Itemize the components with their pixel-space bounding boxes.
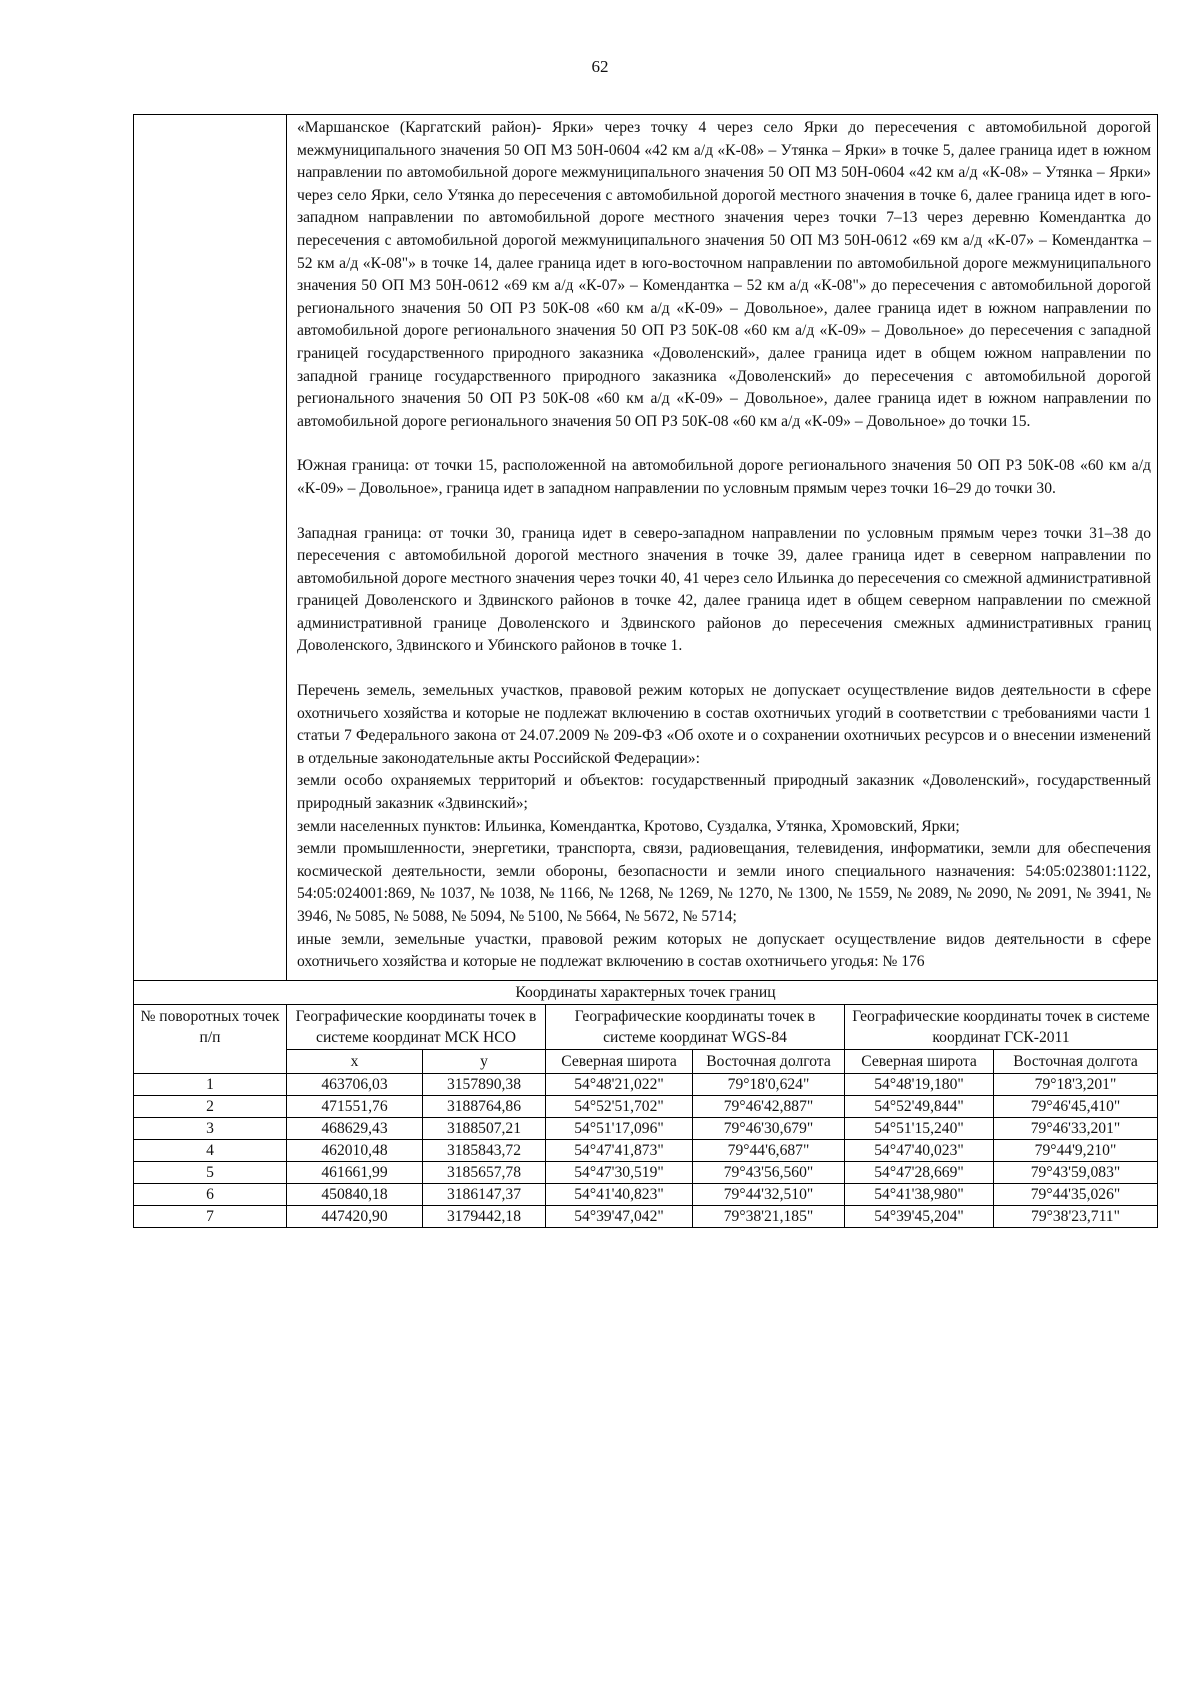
- gsk-lat-value: 54°39'45,204": [845, 1205, 994, 1227]
- gsk-lat-value: 54°51'15,240": [845, 1117, 994, 1139]
- wgs-lon-value: 79°44'6,687": [693, 1139, 845, 1161]
- wgs-lat-value: 54°41'40,823": [546, 1183, 693, 1205]
- protected-lands-paragraph: земли особо охраняемых территорий и объектов: государственный природный заказник «Доволенский», государственный природный заказник «Здвинский»;: [297, 772, 1151, 813]
- x-header: x: [287, 1049, 423, 1073]
- gsk-lat-value: 54°47'28,669": [845, 1161, 994, 1183]
- coordinates-subheader-row: [134, 1049, 1158, 1073]
- table-row: [134, 1117, 1158, 1139]
- gsk-lon-value: 79°46'33,201": [994, 1117, 1158, 1139]
- coordinates-title: Координаты характерных точек границ: [134, 980, 1158, 1004]
- other-lands-paragraph: иные земли, земельные участки, правовой режим которых не допускает осуществление видов деятельности в сфере охотничьего хозяйства и которые не подлежат включению в состав охотничьего угодья: № 176: [297, 930, 1151, 971]
- point-number: 7: [134, 1205, 287, 1227]
- settlement-lands-paragraph: земли населенных пунктов: Ильинка, Комендантка, Кротово, Суздалка, Утянка, Хромовский, Ярки;: [297, 817, 960, 835]
- y-value: 3186147,37: [423, 1183, 546, 1205]
- gsk-lon-value: 79°44'35,026": [994, 1183, 1158, 1205]
- y-value: 3185843,72: [423, 1139, 546, 1161]
- point-number: 5: [134, 1161, 287, 1183]
- wgs-lat-value: 54°47'41,873": [546, 1139, 693, 1161]
- table-row: [134, 1183, 1158, 1205]
- table-row: [134, 1073, 1158, 1095]
- wgs-lon-value: 79°38'21,185": [693, 1205, 845, 1227]
- table-row: [134, 1095, 1158, 1117]
- point-number: 3: [134, 1117, 287, 1139]
- msk-header: Географические координаты точек в системе координат МСК НСО: [287, 1004, 546, 1049]
- x-value: 461661,99: [287, 1161, 423, 1183]
- x-value: 471551,76: [287, 1095, 423, 1117]
- table-row: [134, 1205, 1158, 1227]
- wgs-lat-value: 54°51'17,096": [546, 1117, 693, 1139]
- description-row: [134, 115, 1158, 981]
- gsk-lon-value: 79°38'23,711": [994, 1205, 1158, 1227]
- coordinates-title-row: [134, 980, 1158, 1004]
- wgs-lon-value: 79°18'0,624": [693, 1073, 845, 1095]
- table-row: [134, 1139, 1158, 1161]
- wgs-lat-value: 54°39'47,042": [546, 1205, 693, 1227]
- table-row: [134, 1161, 1158, 1183]
- wgs-lon-value: 79°43'56,560": [693, 1161, 845, 1183]
- coordinates-header-row: [134, 1004, 1158, 1049]
- boundary-description-cell: [287, 115, 1158, 981]
- lands-intro-paragraph: Перечень земель, земельных участков, правовой режим которых не допускает осуществление видов деятельности в сфере охотничьего хозяйства и которые не подлежат включению в состав охотничьих угодий в соответствии с требованиями части 1 статьи 7 Федерального закона от 24.07.2009 № 209-ФЗ «Об охоте и о сохранении охотничьих ресурсов и о внесении изменений в отдельные законодательные акты Российской Федерации»:: [297, 682, 1151, 767]
- wgs-lat-value: 54°52'51,702": [546, 1095, 693, 1117]
- y-value: 3185657,78: [423, 1161, 546, 1183]
- empty-left-cell: [134, 115, 287, 981]
- wgs-lon-header: Восточная долгота: [693, 1049, 845, 1073]
- y-value: 3188507,21: [423, 1117, 546, 1139]
- gsk-lon-value: 79°43'59,083": [994, 1161, 1158, 1183]
- y-value: 3157890,38: [423, 1073, 546, 1095]
- y-value: 3179442,18: [423, 1205, 546, 1227]
- wgs-lon-value: 79°44'32,510": [693, 1183, 845, 1205]
- wgs-lon-value: 79°46'42,887": [693, 1095, 845, 1117]
- point-number: 1: [134, 1073, 287, 1095]
- gsk-lon-header: Восточная долгота: [994, 1049, 1158, 1073]
- x-value: 462010,48: [287, 1139, 423, 1161]
- gsk-lon-value: 79°46'45,410": [994, 1095, 1158, 1117]
- wgs-lat-header: Северная широта: [546, 1049, 693, 1073]
- south-border-paragraph: Южная граница: от точки 15, расположенной на автомобильной дороге регионального значения 50 ОП РЗ 50К-08 «60 км а/д «К-09» – Довольное», граница идет в западном направлении по условным прямым через точки 16–29 до точки 30.: [297, 457, 1151, 497]
- industry-lands-paragraph: земли промышленности, энергетики, транспорта, связи, радиовещания, телевидения, информатики, земли для обеспечения космической деятельности, земли обороны, безопасности и земли иного специального назначения: 54:05:023801:1122, 54:05:024001:869, № 1037, № 1038, № 1166, № 1268, № 1269, № 1270, № 1300, № 1559, № 2089, № 2090, № 2091, № 3941, № 3946, № 5085, № 5088, № 5094, № 5100, № 5664, № 5672, № 5714;: [297, 840, 1151, 925]
- point-number: 4: [134, 1139, 287, 1161]
- wgs-lat-value: 54°48'21,022": [546, 1073, 693, 1095]
- gsk-lat-value: 54°47'40,023": [845, 1139, 994, 1161]
- point-number: 6: [134, 1183, 287, 1205]
- gsk-lon-value: 79°18'3,201": [994, 1073, 1158, 1095]
- wgs-header: Географические координаты точек в системе координат WGS-84: [546, 1004, 845, 1049]
- point-number: 2: [134, 1095, 287, 1117]
- x-value: 447420,90: [287, 1205, 423, 1227]
- gsk-lon-value: 79°44'9,210": [994, 1139, 1158, 1161]
- gsk-lat-value: 54°41'38,980": [845, 1183, 994, 1205]
- wgs-lon-value: 79°46'30,679": [693, 1117, 845, 1139]
- gsk-header: Географические координаты точек в системе координат ГСК-2011: [845, 1004, 1158, 1049]
- gsk-lat-header: Северная широта: [845, 1049, 994, 1073]
- x-value: 468629,43: [287, 1117, 423, 1139]
- wgs-lat-value: 54°47'30,519": [546, 1161, 693, 1183]
- west-border-paragraph: Западная граница: от точки 30, граница идет в северо-западном направлении по условным прямым через точки 31–38 до пересечения с автомобильной дорогой местного значения в точке 39, далее граница идет в северном направлении по автомобильной дороге местного значения через точки 40, 41 через село Ильинка до пересечения со смежной административной границей Доволенского и Здвинского районов в точке 42, далее граница идет в общем северном направлении по смежной административной границе Доволенского и Здвинского районов до пересечения смежных административных границ Доволенского, Здвинского и Убинского районов в точке 1.: [297, 524, 1151, 655]
- y-header: y: [423, 1049, 546, 1073]
- east-border-continuation: «Маршанское (Каргатский район)- Ярки» через точку 4 через село Ярки до пересечения с автомобильной дорогой межмуниципального значения 50 ОП МЗ 50Н-0604 «42 км а/д «К-08» – Утянка – Ярки» в точке 5, далее граница идет в южном направлении по автомобильной дороге межмуниципального значения 50 ОП МЗ 50Н-0604 «42 км а/д «К-08» – Утянка – Ярки» через село Ярки, село Утянка до пересечения с автомобильной дорогой местного значения в точке 6, далее граница идет в юго-западном направлении по автомобильной дороге местного значения через точки 7–13 через деревню Комендантка до пересечения с автомобильной дорогой межмуниципального значения 50 ОП МЗ 50Н-0612 «69 км а/д «К-07» – Комендантка – 52 км а/д «К-08"» в точке 14, далее граница идет в юго-восточном направлении по автомобильной дороге межмуниципального значения 50 ОП МЗ 50Н-0612 «69 км а/д «К-07» – Комендантка – 52 км а/д «К-08"» до пересечения с автомобильной дорогой регионального значения 50 ОП РЗ 50К-08 «60 км а/д «К-09» – Довольное», далее граница идет в южном направлении по автомобильной дороге регионального значения 50 ОП РЗ 50К-08 «60 км а/д «К-09» – Довольное» до пересечения с западной границей государственного природного заказника «Доволенский», далее граница идет в общем южном направлении по западной границе государственного природного заказника «Доволенский» до пересечения с автомобильной дорогой регионального значения 50 ОП РЗ 50К-08 «60 км а/д «К-09» – Довольное», далее граница идет в южном направлении по автомобильной дороге регионального значения 50 ОП РЗ 50К-08 «60 км а/д «К-09» – Довольное» до точки 15.: [297, 119, 1151, 430]
- x-value: 463706,03: [287, 1073, 423, 1095]
- x-value: 450840,18: [287, 1183, 423, 1205]
- y-value: 3188764,86: [423, 1095, 546, 1117]
- boundary-table: [133, 114, 1158, 1228]
- gsk-lat-value: 54°52'49,844": [845, 1095, 994, 1117]
- point-number-header: № поворотных точек п/п: [134, 1004, 287, 1073]
- gsk-lat-value: 54°48'19,180": [845, 1073, 994, 1095]
- page-number: 62: [591, 57, 609, 76]
